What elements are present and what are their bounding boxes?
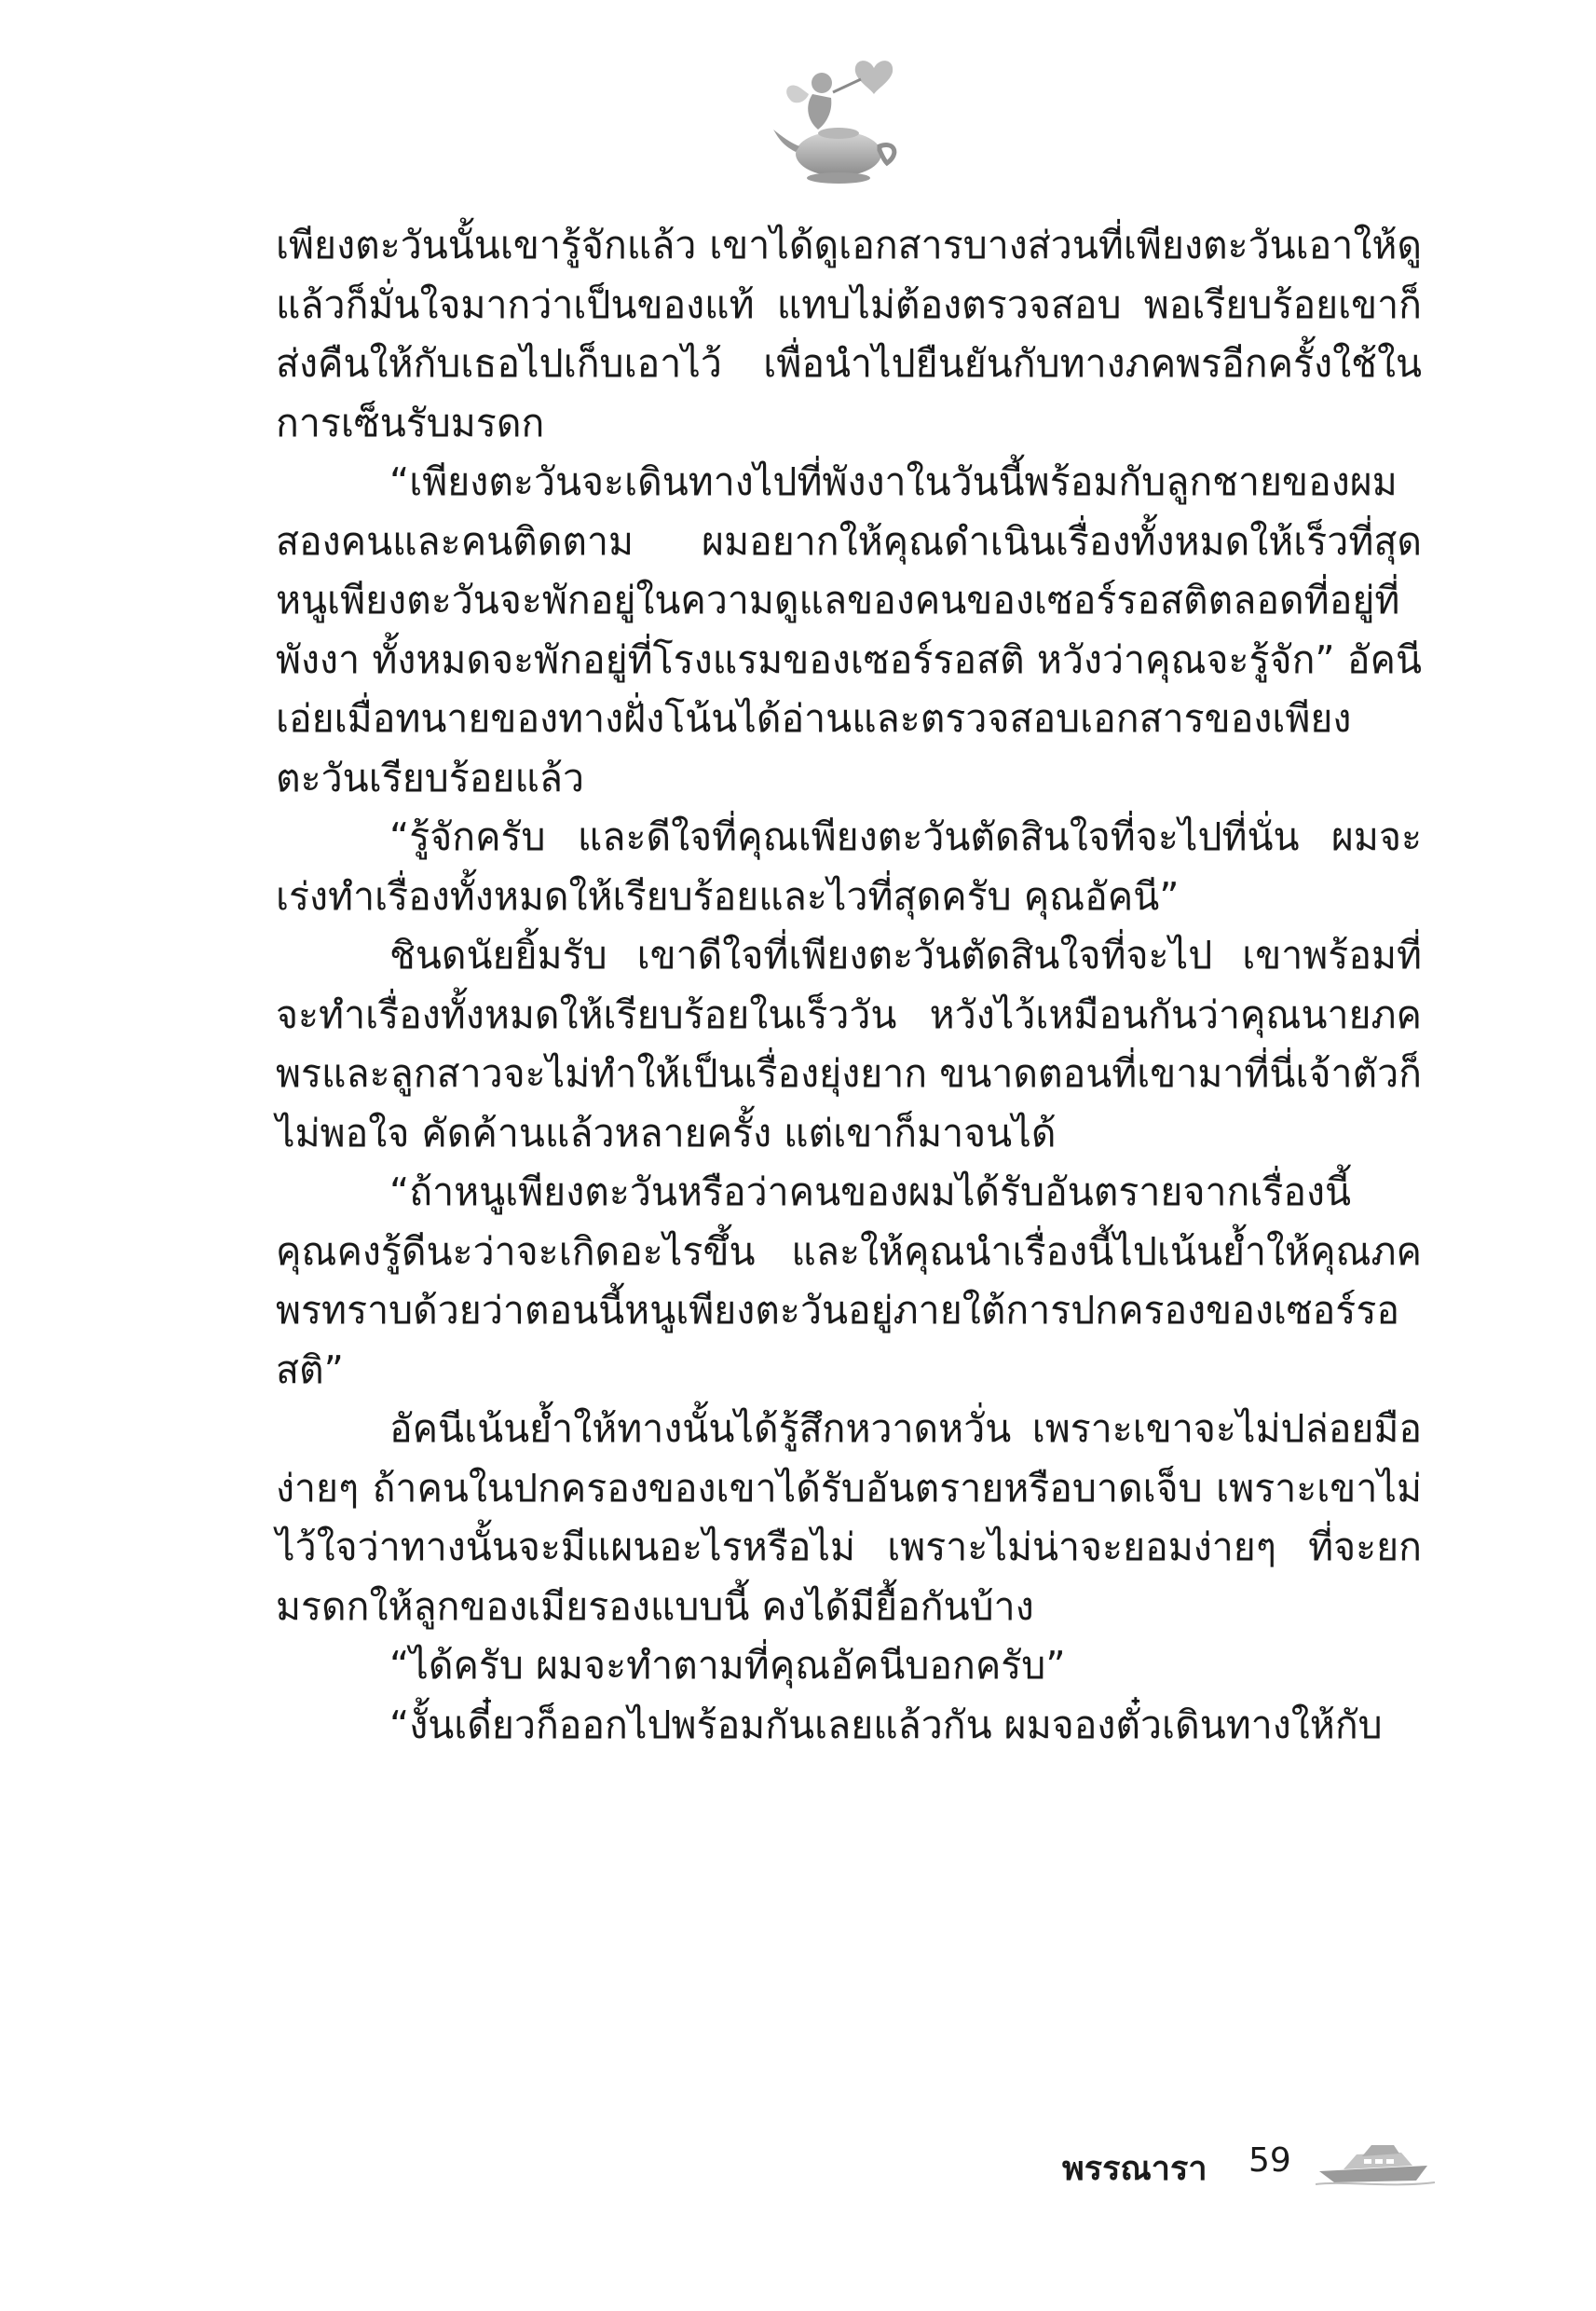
body-text: [276, 216, 1422, 1755]
paragraph: “ถ้าหนูเพียงตะวันหรือว่าคนของผมได้รับอันตรายจากเรื่องนี้ คุณคงรู้ดีนะว่าจะเกิดอะไรขึ้น และให้คุณนำเรื่องนี้ไปเน้นย้ำให้คุณภคพรทราบด้วยว่าตอนนี้หนูเพียงตะวันอยู่ภายใต้การปกครองของเซอร์รอสติ”: [276, 1169, 1422, 1392]
page-footer: [1062, 2134, 1453, 2199]
paragraph: “งั้นเดี๋ยวก็ออกไปพร้อมกันเลยแล้วกัน ผมจองตั๋วเดินทางให้กับ: [389, 1702, 1383, 1747]
paragraph: “เพียงตะวันจะเดินทางไปที่พังงาในวันนี้พร้อมกับลูกชายของผมสองคนและคนติดตาม ผมอยากให้คุณดำเนินเรื่องทั้งหมดให้เร็วที่สุด หนูเพียงตะวันจะพักอยู่ในความดูแลของคนของเซอร์รอสติตลอดที่อยู่ที่พังงา ทั้งหมดจะพักอยู่ที่โรงแรมของเซอร์รอสติ หวังว่าคุณจะรู้จัก” อัคนีเอ่ยเมื่อทนายของทางฝั่งโน้นได้อ่านและตรวจสอบเอกสารของเพียงตะวันเรียบร้อยแล้ว: [276, 459, 1422, 800]
book-title: พรรณารา: [1062, 2150, 1207, 2188]
yacht-icon: [1316, 2134, 1437, 2190]
paragraph: เพียงตะวันนั้นเขารู้จักแล้ว เขาได้ดูเอกสารบางส่วนที่เพียงตะวันเอาให้ดูแล้วก็มั่นใจมากว่าเป็นของแท้ แทบไม่ต้องตรวจสอบ พอเรียบร้อยเขาก็ส่งคืนให้กับเธอไปเก็บเอาไว้ เพื่อนำไปยืนยันกับทางภคพรอีกครั้งใช้ในการเซ็นรับมรดก: [276, 223, 1422, 445]
paragraph: อัคนีเน้นย้ำให้ทางนั้นได้รู้สึกหวาดหวั่น เพราะเขาจะไม่ปล่อยมือง่ายๆ ถ้าคนในปกครองของเขาได้รับอันตรายหรือบาดเจ็บ เพราะเขาไม่ไว้ใจว่าทางนั้นจะมีแผนอะไรหรือไม่ เพราะไม่น่าจะยอมง่ายๆ ที่จะยกมรดกให้ลูกของเมียรองแบบนี้ คงได้มียื้อกันบ้าง: [276, 1406, 1422, 1629]
page-number: 59: [1248, 2141, 1291, 2180]
paragraph: “ได้ครับ ผมจะทำตามที่คุณอัคนีบอกครับ”: [389, 1643, 1066, 1688]
paragraph: ชินดนัยยิ้มรับ เขาดีใจที่เพียงตะวันตัดสินใจที่จะไป เขาพร้อมที่จะทำเรื่องทั้งหมดให้เรียบร้อยในเร็ววัน หวังไว้เหมือนกันว่าคุณนายภคพรและลูกสาวจะไม่ทำให้เป็นเรื่องยุ่งยาก ขนาดตอนที่เขามาที่นี่เจ้าตัวก็ไม่พอใจ คัดค้านแล้วหลายครั้ง แต่เขาก็มาจนได้: [276, 933, 1422, 1156]
paragraph: “รู้จักครับ และดีใจที่คุณเพียงตะวันตัดสินใจที่จะไปที่นั่น ผมจะเร่งทำเรื่องทั้งหมดให้เรียบร้อยและไวที่สุดครับ คุณอัคนี”: [276, 814, 1422, 919]
cupid-teapot-ornament-icon: [764, 51, 913, 191]
